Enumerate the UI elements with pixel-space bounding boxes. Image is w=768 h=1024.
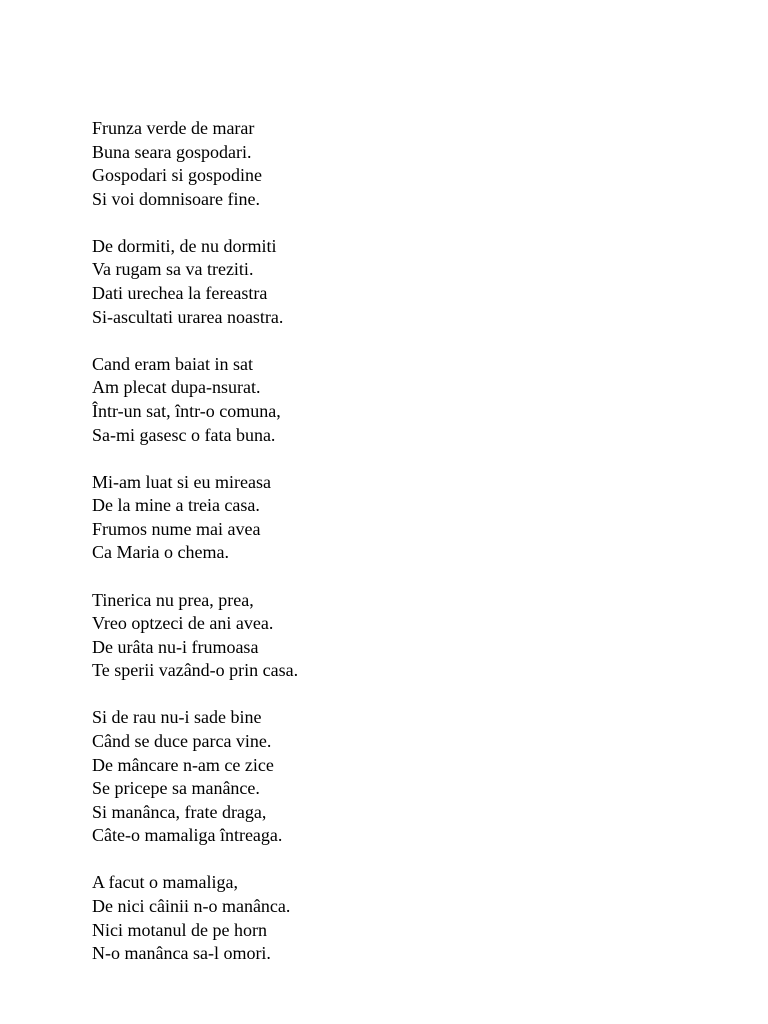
poem-line: Frumos nume mai avea xyxy=(92,518,261,539)
poem-line: N-o manânca sa-l omori. xyxy=(92,943,271,964)
poem-text xyxy=(92,117,692,989)
poem-line: De la mine a treia casa. xyxy=(92,495,260,516)
poem-line: Frunza verde de marar xyxy=(92,118,255,138)
poem-line: Tinerica nu prea, prea, xyxy=(92,589,254,610)
stanza-5 xyxy=(92,589,692,683)
poem-line: Va rugam sa va treziti. xyxy=(92,259,254,280)
stanza-1 xyxy=(92,117,692,211)
poem-line: Vreo optzeci de ani avea. xyxy=(92,613,274,634)
poem-line: De nici câinii n-o manânca. xyxy=(92,896,291,917)
poem-line: Buna seara gospodari. xyxy=(92,141,252,162)
poem-line: Te sperii vazând-o prin casa. xyxy=(92,660,299,681)
poem-line: De urâta nu-i frumoasa xyxy=(92,636,259,657)
poem-line: A facut o mamaliga, xyxy=(92,872,238,893)
stanza-2 xyxy=(92,235,692,329)
poem-line: Câte-o mamaliga întreaga. xyxy=(92,825,283,846)
poem-line: Când se duce parca vine. xyxy=(92,730,272,751)
poem-line: De dormiti, de nu dormiti xyxy=(92,235,277,256)
poem-line: Si voi domnisoare fine. xyxy=(92,188,260,209)
poem-line: Nici motanul de pe horn xyxy=(92,919,267,940)
stanza-4 xyxy=(92,471,692,565)
poem-line: Si-ascultati urarea noastra. xyxy=(92,306,284,327)
poem-line: Gospodari si gospodine xyxy=(92,165,262,186)
poem-line: Ca Maria o chema. xyxy=(92,542,229,563)
stanza-3 xyxy=(92,353,692,447)
poem-line: Mi-am luat si eu mireasa xyxy=(92,471,271,492)
stanza-6 xyxy=(92,706,692,848)
poem-line: Si manânca, frate draga, xyxy=(92,801,267,822)
poem-line: Am plecat dupa-nsurat. xyxy=(92,377,261,398)
poem-line: Dati urechea la fereastra xyxy=(92,283,268,304)
poem-line: Se pricepe sa manânce. xyxy=(92,778,260,799)
poem-line: Sa-mi gasesc o fata buna. xyxy=(92,424,276,445)
poem-line: De mâncare n-am ce zice xyxy=(92,754,274,775)
poem-line: Cand eram baiat in sat xyxy=(92,353,253,374)
poem-line: Si de rau nu-i sade bine xyxy=(92,707,262,728)
poem-line: Într-un sat, într-o comuna, xyxy=(92,400,281,421)
stanza-7 xyxy=(92,871,692,965)
